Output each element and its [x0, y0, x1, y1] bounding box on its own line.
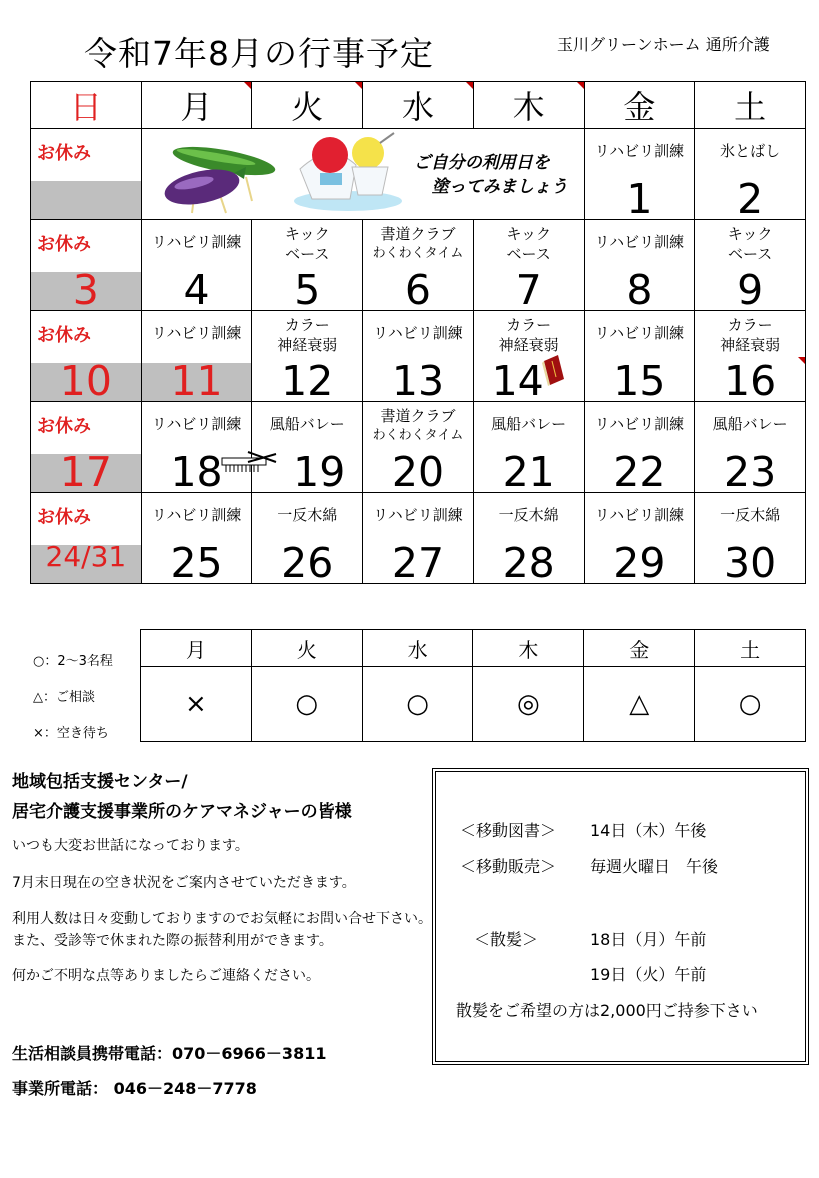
day-number: 6 [404, 266, 431, 311]
calendar-cell-sat-w2 [695, 220, 806, 311]
day-off-label: お休み [37, 416, 91, 437]
weekday-sun: 日 [31, 82, 142, 129]
day-number: 12 [281, 357, 334, 402]
availability-day: 土 [695, 630, 806, 667]
cucumber-eggplant-icon [156, 133, 276, 217]
event-label: 風船バレー [712, 415, 788, 433]
weekday-tue: 火 [252, 82, 363, 129]
notice-heading: 居宅介護支援事業所のケアマネジャーの皆様 [12, 802, 352, 822]
event-label: 書道クラブ わくわくタイム [372, 225, 464, 261]
day-number: 10 [59, 357, 112, 402]
availability-mark: ○ [362, 667, 473, 742]
event-label: リハビリ訓練 [151, 324, 242, 342]
legend-item: △：ご相談 [33, 690, 95, 705]
availability-mark: ◎ [473, 667, 584, 742]
day-number: 7 [515, 266, 542, 311]
event-label: キック ベース [284, 225, 330, 263]
calendar-cell-wed-w3 [363, 311, 474, 402]
day-number: 14 [491, 357, 544, 402]
event-label: リハビリ訓練 [594, 506, 685, 524]
availability-day: 木 [473, 630, 584, 667]
day-number: 4 [183, 266, 210, 311]
day-number: 21 [502, 448, 555, 493]
calendar-cell-sat-w1 [695, 129, 806, 220]
banner-message: ご自分の利用日を 塗ってみましょう [413, 153, 568, 197]
event-label: リハビリ訓練 [594, 324, 685, 342]
day-off-label: お休み [37, 234, 91, 255]
notice-paragraph: 7月末日現在の空き状況をご案内させていただきます。 [12, 875, 356, 891]
calendar-cell-mon-w5 [141, 493, 252, 584]
weekday-sat: 土 [695, 82, 806, 129]
day-number: 28 [502, 539, 555, 584]
day-number: 23 [724, 448, 777, 493]
event-label: 一反木綿 [720, 506, 781, 524]
calendar-cell-thu-w2 [473, 220, 584, 311]
event-label: 一反木綿 [277, 506, 338, 524]
availability-mark: △ [584, 667, 695, 742]
day-number: 13 [391, 357, 445, 402]
day-number: 5 [294, 266, 321, 311]
availability-header-row [141, 630, 806, 667]
haircut-value: 18日（月）午前 [590, 930, 707, 949]
event-label: 一反木綿 [498, 506, 559, 524]
banner-cell [141, 129, 584, 220]
calendar-cell-tue-w5 [252, 493, 363, 584]
day-number: 29 [613, 539, 666, 584]
day-number: 30 [724, 539, 777, 584]
calendar-cell-thu-w5 [473, 493, 584, 584]
day-number: 8 [626, 266, 653, 311]
office-phone: 事業所電話： 046－248－7778 [12, 1079, 257, 1098]
availability-marks-row [141, 667, 806, 742]
facility-name: 玉川グリーンホーム 通所介護 [557, 35, 770, 54]
weekday-mon: 月 [141, 82, 252, 129]
day-off-label: お休み [37, 143, 91, 164]
availability-day: 金 [584, 630, 695, 667]
day-number: 3 [72, 266, 99, 311]
haircut-value: 19日（火）午前 [590, 965, 707, 984]
event-label: リハビリ訓練 [594, 233, 685, 251]
calendar-cell-sun-w4 [31, 402, 142, 493]
event-label: リハビリ訓練 [373, 506, 463, 524]
event-calendar [30, 81, 806, 584]
calendar-cell-wed-w4 [363, 402, 474, 493]
day-number: 16 [724, 357, 777, 402]
event-label: リハビリ訓練 [373, 324, 463, 342]
day-number: 9 [737, 266, 764, 311]
event-label: リハビリ訓練 [151, 506, 242, 524]
book-icon [540, 353, 566, 387]
day-number: 2 [737, 175, 764, 220]
weekday-thu: 木 [473, 82, 584, 129]
closed-shade [31, 181, 141, 219]
calendar-cell-sun-w5 [31, 493, 142, 584]
event-label: 氷とばし [720, 142, 781, 160]
day-off-label: お休み [37, 325, 91, 346]
event-label: キック ベース [506, 225, 552, 263]
sales-label: ＜移動販売＞ [460, 857, 557, 876]
info-box [435, 771, 806, 1062]
calendar-week-3 [31, 311, 806, 402]
calendar-cell-mon-w3 [141, 311, 252, 402]
availability-day: 水 [362, 630, 473, 667]
notice-heading: 地域包括支援センター/ [12, 772, 188, 792]
weekday-fri: 金 [584, 82, 695, 129]
notice-paragraph: いつも大変お世話になっております。 [12, 838, 249, 854]
event-label: 書道クラブ わくわくタイム [372, 407, 464, 443]
legend-item: ×：空き待ち [33, 726, 109, 741]
calendar-cell-thu-w4 [473, 402, 584, 493]
availability-table [140, 629, 806, 742]
calendar-cell-sun-w3 [31, 311, 142, 402]
day-number: 26 [281, 539, 334, 584]
availability-day: 火 [251, 630, 362, 667]
counselor-phone: 生活相談員携帯電話：070－6966－3811 [12, 1044, 327, 1063]
day-number: 25 [170, 539, 223, 584]
availability-mark: ○ [251, 667, 362, 742]
calendar-cell-mon-w4 [141, 402, 252, 493]
availability-mark: ○ [695, 667, 806, 742]
calendar-cell-fri-w5 [584, 493, 695, 584]
calendar-week-2 [31, 220, 806, 311]
calendar-cell-wed-w5 [363, 493, 474, 584]
day-number: 20 [391, 448, 445, 493]
event-label: カラー 神経衰弱 [498, 316, 559, 354]
calendar-cell-thu-w3 [473, 311, 584, 402]
day-number: 19 [293, 448, 346, 496]
calendar-cell-mon-w2 [141, 220, 252, 311]
event-label: リハビリ訓練 [594, 142, 685, 160]
weekday-wed: 水 [363, 82, 474, 129]
day-off-label: お休み [37, 507, 91, 528]
calendar-week-1 [31, 129, 806, 220]
calendar-cell-fri-w2 [584, 220, 695, 311]
calendar-week-4 [31, 402, 806, 493]
day-number: 11 [170, 357, 223, 402]
day-number: 1 [626, 175, 653, 220]
availability-mark: × [141, 667, 252, 742]
day-number: 24/31 [45, 540, 127, 573]
calendar-cell-sat-w4 [695, 402, 806, 493]
library-value: 14日（木）午後 [590, 821, 707, 840]
event-label: リハビリ訓練 [151, 233, 242, 251]
library-label: ＜移動図書＞ [460, 821, 557, 840]
day-number: 15 [613, 357, 666, 402]
notice-paragraph: 何かご不明な点等ありましたらご連絡ください。 [12, 968, 320, 984]
calendar-cell-fri-w4 [584, 402, 695, 493]
sales-value: 毎週火曜日 午後 [590, 857, 719, 876]
page-title: 令和7年8月の行事予定 [84, 34, 434, 73]
event-label: 風船バレー [269, 415, 345, 433]
event-label: カラー 神経衰弱 [277, 316, 338, 354]
day-number: 18 [170, 448, 223, 493]
event-label: 風船バレー [491, 415, 567, 433]
calendar-cell-tue-w2 [252, 220, 363, 311]
event-label: リハビリ訓練 [594, 415, 685, 433]
calendar-cell-tue-w3 [252, 311, 363, 402]
legend-item: ○：2〜3名程 [33, 654, 113, 669]
calendar-cell-sun-w1 [31, 129, 142, 220]
calendar-cell-sat-w3 [695, 311, 806, 402]
shaved-ice-icon [290, 131, 408, 217]
calendar-cell-fri-w3 [584, 311, 695, 402]
day-number: 27 [391, 539, 445, 584]
calendar-cell-tue-w4 [252, 402, 363, 496]
weekday-header-row [31, 82, 806, 129]
hair-comb-scissors-icon [218, 448, 280, 476]
haircut-note: 散髪をご希望の方は2,000円ご持参下さい [456, 1001, 758, 1020]
calendar-week-5 [31, 493, 806, 584]
availability-day: 月 [141, 630, 252, 667]
calendar-cell-wed-w2 [363, 220, 474, 311]
day-number: 17 [59, 448, 112, 493]
event-label: キック ベース [727, 225, 773, 263]
calendar-cell-sat-w5 [695, 493, 806, 584]
event-label: カラー 神経衰弱 [720, 316, 781, 354]
notice-paragraph: 利用人数は日々変動しておりますのでお気軽にお問い合せ下さい。また、受診等で休まれた際の振替利用ができます。 [12, 911, 432, 949]
event-label: リハビリ訓練 [151, 415, 242, 433]
calendar-cell-sun-w2 [31, 220, 142, 311]
day-number: 22 [613, 448, 666, 493]
haircut-label: ＜散髪＞ [474, 930, 539, 949]
calendar-cell-fri-w1 [584, 129, 695, 220]
